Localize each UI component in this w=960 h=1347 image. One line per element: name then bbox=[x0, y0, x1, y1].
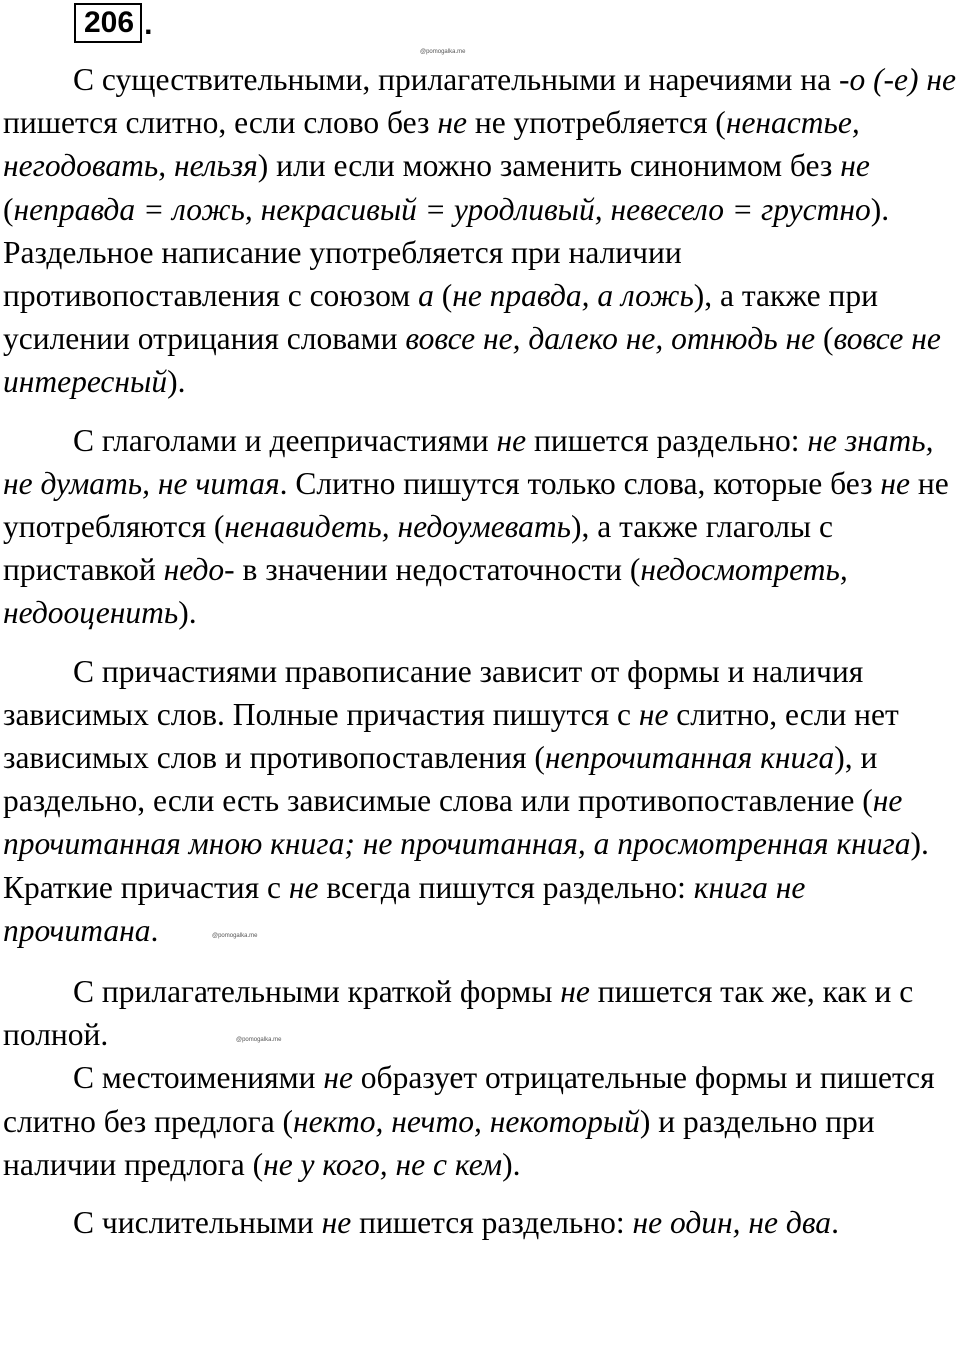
paragraph-nouns-adjectives bbox=[3, 58, 958, 404]
italic-example: непрочитанная книга bbox=[544, 740, 835, 776]
exercise-number-dot: . bbox=[144, 8, 153, 41]
text-run: в значении недостаточности ( bbox=[234, 552, 641, 588]
text-run: пишется так же, как и с полной. bbox=[3, 974, 914, 1053]
text-run: ), и раздельно, если есть зависимые слова или противопоставление ( bbox=[3, 740, 878, 819]
italic-example: вовсе не интересный bbox=[3, 321, 941, 400]
text-run: образует отрицательные формы и пишется слитно без предлога ( bbox=[3, 1060, 935, 1139]
text-run: ). bbox=[502, 1146, 521, 1182]
italic-example: а bbox=[418, 278, 434, 314]
italic-example: не правда, а ложь bbox=[452, 278, 694, 314]
text-run: ( bbox=[3, 191, 14, 227]
text-run: С местоимениями bbox=[73, 1060, 324, 1096]
text-run: С существительными, прилагательными и наречиями на bbox=[73, 62, 839, 97]
italic-example: не bbox=[496, 422, 527, 458]
text-run: слитно, если нет зависимых слов и противопоставления ( bbox=[3, 696, 899, 776]
text-run: ). Раздельное написание употребляется при наличии противопоставления с союзом bbox=[3, 191, 890, 314]
text-run: С причастиями правописание зависит от формы и наличия зависимых слов. Полные причастия пишутся с bbox=[3, 653, 864, 732]
text-run: всегда пишутся раздельно: bbox=[318, 869, 694, 905]
paragraph-short-adjectives bbox=[3, 970, 958, 1056]
italic-example: не bbox=[638, 696, 669, 732]
text-run: С прилагательными краткой формы bbox=[73, 974, 561, 1010]
text-run: ), а также глаголы с приставкой bbox=[3, 509, 833, 588]
text-run: пишется раздельно: bbox=[526, 422, 808, 458]
text-run: ). bbox=[178, 595, 197, 631]
text-run: С числительными bbox=[73, 1205, 322, 1241]
italic-example: не один, не два bbox=[632, 1205, 832, 1241]
text-run: ). Краткие причастия с bbox=[3, 826, 929, 905]
text-run: не употребляются ( bbox=[3, 465, 949, 545]
italic-example: книга не прочитана bbox=[3, 869, 806, 948]
italic-example: -о (-е) не bbox=[838, 62, 957, 97]
paragraph-numerals bbox=[3, 1201, 958, 1244]
italic-example: ненастье, негодовать, нельзя bbox=[3, 105, 860, 184]
italic-example: ненавидеть, недоумевать bbox=[224, 509, 571, 545]
italic-example: не bbox=[437, 105, 467, 141]
italic-example: вовсе не, далеко не, отнюдь не bbox=[405, 321, 816, 357]
italic-example: не bbox=[840, 148, 870, 184]
watermark: @pomogalka.me bbox=[420, 49, 466, 55]
italic-example: не bbox=[560, 974, 590, 1010]
paragraph-verbs bbox=[3, 419, 958, 635]
text-run: ). bbox=[167, 364, 186, 400]
text-run: ) или если можно заменить синонимом без bbox=[257, 148, 841, 184]
text-run: пишется раздельно: bbox=[351, 1205, 633, 1241]
watermark: @pomogalka.me bbox=[212, 933, 258, 939]
italic-example: не знать, не думать, не читая bbox=[3, 422, 934, 501]
italic-example: не прочитанная мною книга; не прочитанная, а просмотренная книга bbox=[3, 783, 911, 862]
exercise-header bbox=[74, 3, 152, 43]
text-run: С глаголами и деепричастиями bbox=[73, 422, 497, 458]
text-run: ), а также при усилении отрицания словами bbox=[3, 278, 878, 357]
italic-example: не bbox=[323, 1060, 353, 1096]
paragraph-participles bbox=[3, 650, 958, 952]
italic-example: неправда = ложь, некрасивый = уродливый, невесело = грустно bbox=[13, 191, 871, 227]
exercise-number: 206 bbox=[74, 3, 142, 43]
italic-example: недо- bbox=[163, 552, 235, 588]
italic-example: не bbox=[288, 869, 319, 905]
paragraph-pronouns bbox=[3, 1056, 958, 1186]
italic-example: недосмотреть, недооценить bbox=[3, 552, 848, 631]
text-run: . bbox=[150, 912, 159, 948]
text-run: . Слитно пишутся только слова, которые без bbox=[279, 465, 881, 501]
text-run: пишется слитно, если слово без bbox=[3, 105, 438, 141]
text-run: ( bbox=[815, 321, 834, 357]
italic-example: некто, нечто, некоторый bbox=[293, 1103, 640, 1139]
text-run: . bbox=[831, 1205, 839, 1241]
text-run: не употребляется ( bbox=[466, 105, 726, 141]
text-run: ) и раздельно при наличии предлога ( bbox=[3, 1103, 875, 1182]
rule-text bbox=[3, 58, 958, 1244]
text-run: ( bbox=[433, 278, 453, 314]
watermark: @pomogalka.me bbox=[236, 1037, 282, 1043]
italic-example: не у кого, не с кем bbox=[263, 1146, 503, 1182]
italic-example: не bbox=[880, 465, 911, 501]
italic-example: не bbox=[321, 1205, 352, 1241]
